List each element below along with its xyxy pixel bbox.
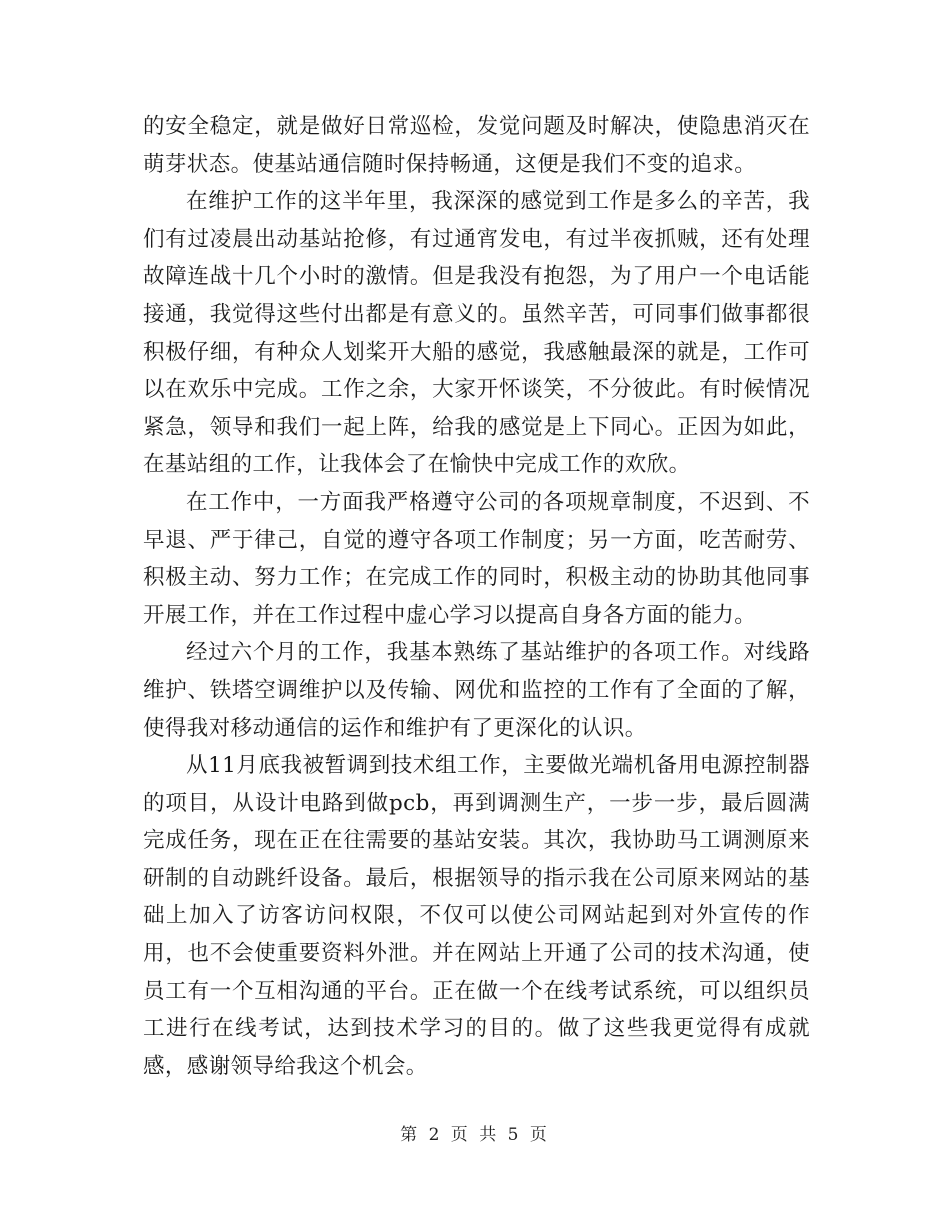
paragraph-4: 经过六个月的工作，我基本熟练了基站维护的各项工作。对线路维护、铁塔空调维护以及传输、网优和监控的工作有了全面的了解，使得我对移动通信的运作和维护有了更深化的认识。 [143, 640, 810, 741]
paragraph-1: 的安全稳定，就是做好日常巡检，发觉问题及时解决，使隐患消灭在萌芽状态。使基站通信随时保持畅通，这便是我们不变的追求。 [143, 114, 810, 177]
page-number-footer: 第 2 页 共 5 页 [400, 1125, 550, 1145]
paragraph-5: 从11月底我被暂调到技术组工作，主要做光端机备用电源控制器的项目，从设计电路到做pcb，再到调测生产，一步一步，最后圆满完成任务，现在正在往需要的基站安装。其次，我协助马工调测原来研制的自动跳纤设备。最后，根据领导的指示我在公司原来网站的基础上加入了访客访问权限，不仅可以使公司网站起到对外宣传的作用，也不会使重要资料外泄。并在网站上开通了公司的技术沟通，使员工有一个互相沟通的平台。正在做一个在线考试系统，可以组织员工进行在线考试，达到技术学习的目的。做了这些我更觉得有成就感，感谢领导给我这个机会。 [143, 753, 810, 1079]
document-body [143, 108, 810, 1085]
paragraph-2: 在维护工作的这半年里，我深深的感觉到工作是多么的辛苦，我们有过凌晨出动基站抢修，有过通宵发电，有过半夜抓贼，还有处理故障连战十几个小时的激情。但是我没有抱怨，为了用户一个电话能接通，我觉得这些付出都是有意义的。虽然辛苦，可同事们做事都很积极仔细，有种众人划桨开大船的感觉，我感触最深的就是，工作可以在欢乐中完成。工作之余，大家开怀谈笑，不分彼此。有时候情况紧急，领导和我们一起上阵，给我的感觉是上下同心。正因为如此，在基站组的工作，让我体会了在愉快中完成工作的欢欣。 [143, 189, 810, 478]
paragraph-3: 在工作中，一方面我严格遵守公司的各项规章制度，不迟到、不早退、严于律己，自觉的遵守各项工作制度；另一方面，吃苦耐劳、积极主动、努力工作；在完成工作的同时，积极主动的协助其他同事开展工作，并在工作过程中虚心学习以提高自身各方面的能力。 [143, 489, 810, 628]
